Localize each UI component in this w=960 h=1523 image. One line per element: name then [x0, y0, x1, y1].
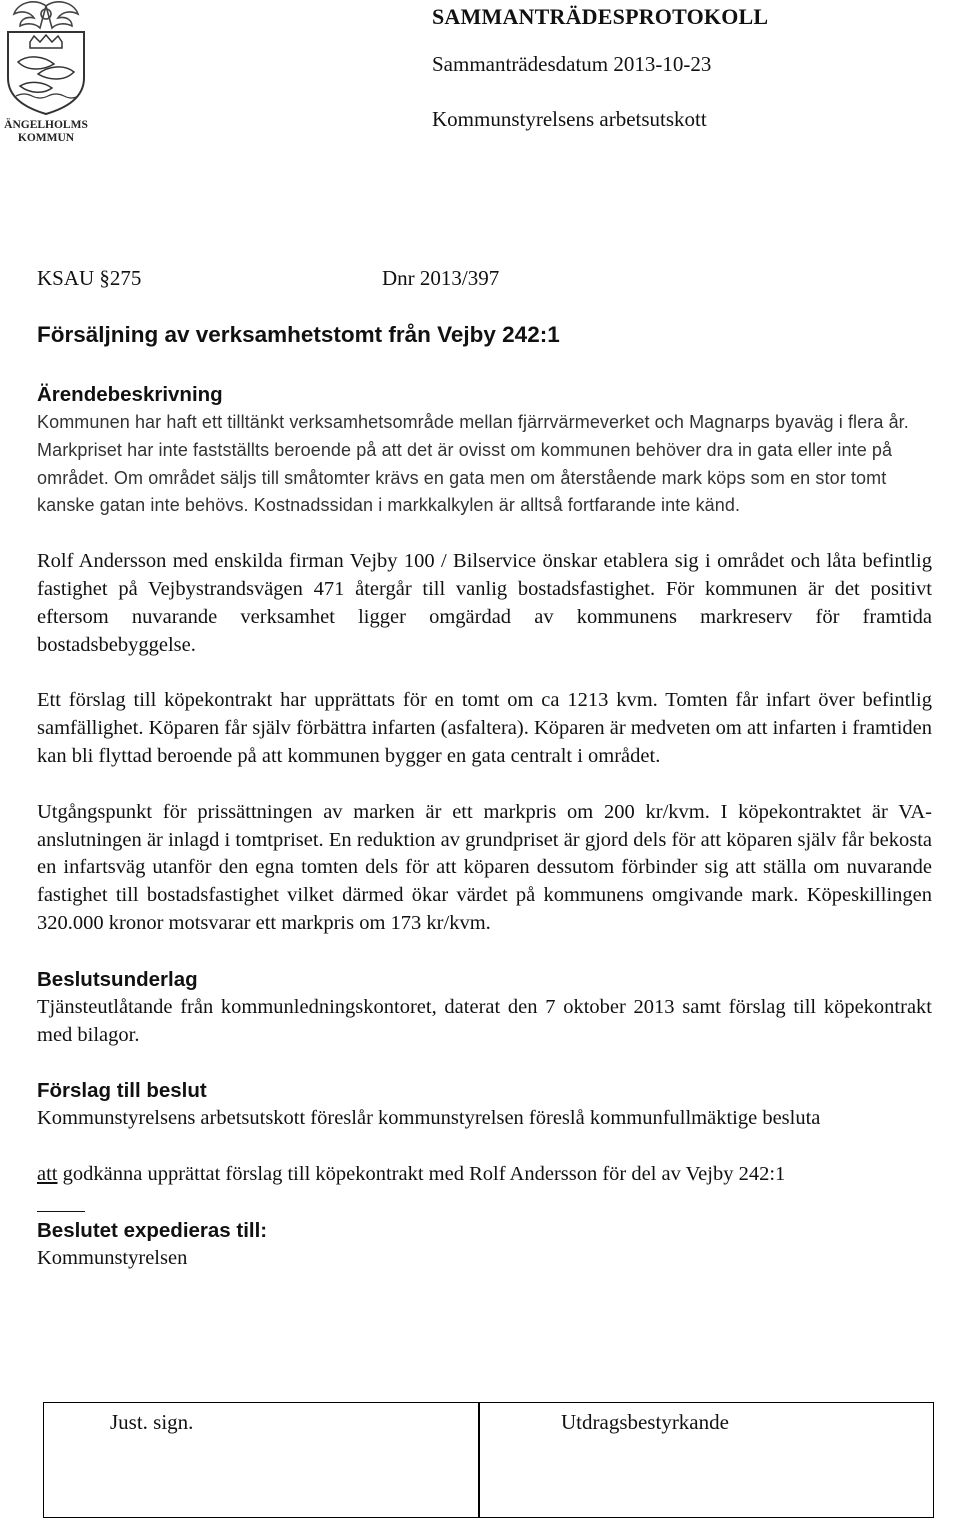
expedieras-rule — [37, 1211, 85, 1213]
body-paragraph: Tjänsteutlåtande från kommunledningskontoret, daterat den 7 oktober 2013 samt förslag till köpekontrakt med bilagor. — [37, 995, 932, 1046]
signature-box-divider — [478, 1403, 480, 1517]
document-body — [37, 381, 932, 1273]
committee-name: Kommunstyrelsens arbetsutskott — [432, 107, 707, 131]
case-reference-line — [37, 266, 500, 291]
document-title: Försäljning av verksamhetstomt från Vejby 242:1 — [37, 322, 560, 347]
section-heading-beslutsunderlag: Beslutsunderlag — [37, 967, 198, 991]
body-paragraph: Ett förslag till köpekontrakt har upprättats för en tomt om ca 1213 kvm. Tomten får infart över befintlig samfällighet. Köparen får själv förbättra infarten (asfaltera). Köparen är medveten om att infarten i framtiden kan bli flyttad beroende på att kommunen bygger en gata centralt i området. — [37, 689, 932, 767]
body-paragraph: Kommunstyrelsens arbetsutskott föreslår kommunstyrelsen föreslå kommunfullmäktige besluta — [37, 1107, 821, 1130]
body-paragraph: Utgångspunkt för prissättningen av marken är ett markpris om 200 kr/kvm. I köpekontraktet är VA-anslutningen är inlagd i tomtpriset. En reduktion av grundpriset är gjord dels för att köparen själv får bekosta en infartsväg utanför den egna tomten dels för att köparen dessutom förbinder sig att ställa om nuvarande fastighet till bostadsfastighet vilket därmed ökar värdet på kommunens omgivande mark. Köpeskillingen 320.000 kronor motsvarar ett markpris om 173 kr/kvm. — [37, 800, 932, 934]
decision-clause — [37, 1161, 932, 1189]
att-keyword: att — [37, 1163, 58, 1186]
justering-signature-label: Just. sign. — [110, 1410, 194, 1434]
section-heading-arendebeskrivning: Ärendebeskrivning — [37, 383, 223, 406]
body-paragraph: Kommunen har haft ett tilltänkt verksamhetsområde mellan fjärrvärmeverket och Magnarps byaväg i flera år. Markpriset har inte fastställts beroende på att det är ovisst om kommunen behöver dra in gata eller inte på området. Om området säljs till småtomter krävs en gata men om återstående mark köps som en stor tomt kanske gatan inte behövs. Kostnadssidan i markkalkylen är alltså fortfarande inte känd. — [37, 412, 909, 516]
recipient: Kommunstyrelsen — [37, 1246, 188, 1269]
diary-number: Dnr 2013/397 — [382, 266, 500, 290]
svg-text:ÄNGELHOLMS: ÄNGELHOLMS — [4, 119, 88, 131]
decision-clause-text: godkänna upprättat förslag till köpekontrakt med Rolf Andersson för del av Vejby 242:1 — [57, 1163, 786, 1186]
section-heading-forslag: Förslag till beslut — [37, 1079, 207, 1103]
meeting-date: Sammanträdesdatum 2013-10-23 — [432, 52, 712, 76]
svg-text:KOMMUN: KOMMUN — [17, 132, 75, 144]
body-paragraph: Rolf Andersson med enskilda firman Vejby 100 / Bilservice önskar etablera sig i området och låta befintlig fastighet på Vejbystrandsvägen 471 återgår till vanlig bostadsfastighet. För kommunen är det positivt eftersom nuvarande verksamhet ligger omgärdad av kommunens markreserv för framtida bostadsbebyggelse. — [37, 550, 932, 656]
municipality-crest-logo — [0, 0, 92, 150]
section-heading-expedieras — [37, 1217, 932, 1245]
protocol-title: SAMMANTRÄDESPROTOKOLL — [432, 4, 769, 29]
expedieras-heading-text: Beslutet expedieras till: — [37, 1218, 268, 1242]
extract-certification-label: Utdragsbestyrkande — [561, 1410, 729, 1434]
paragraph-reference: KSAU §275 — [37, 266, 142, 290]
signature-box — [43, 1402, 934, 1518]
